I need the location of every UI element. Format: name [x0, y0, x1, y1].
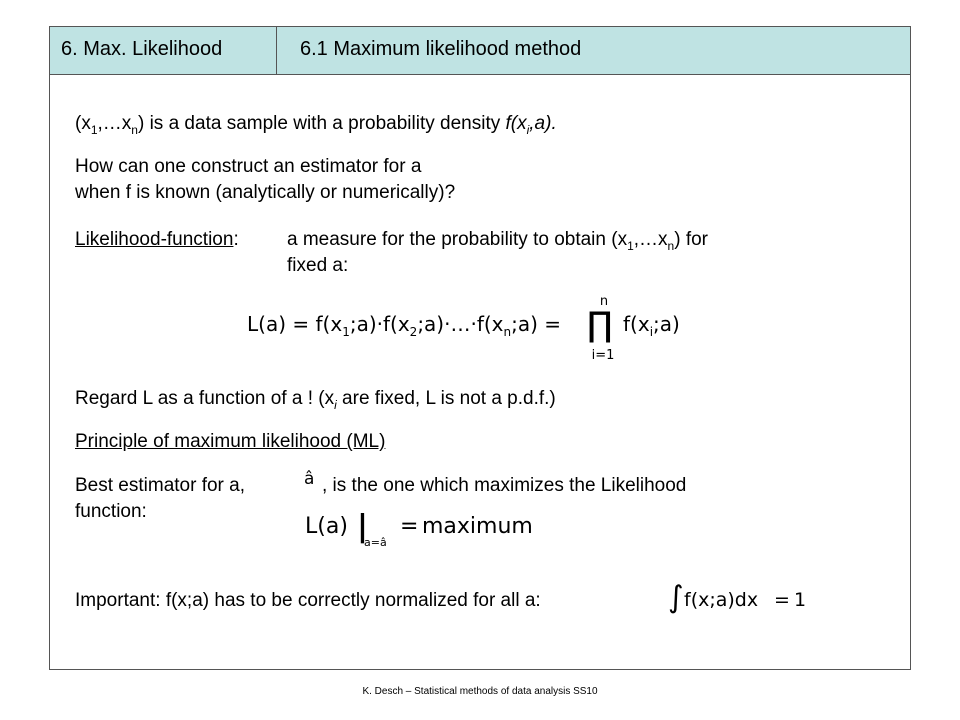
- best-estimator-line-2: function:: [75, 501, 147, 522]
- header-divider: [276, 27, 277, 74]
- question-line-2: when f is known (analytically or numerically)?: [75, 182, 456, 203]
- likelihood-term: Likelihood-function:: [75, 229, 239, 250]
- footer-credit: K. Desch – Statistical methods of data analysis SS10: [362, 686, 598, 697]
- best-estimator-part-1: Best estimator for a,: [75, 475, 246, 496]
- a-hat-symbol: â: [304, 469, 315, 489]
- maximum-formula: L(a) | a=â = maximum: [305, 509, 533, 549]
- best-estimator-part-2: , is the one which maximizes the Likelihood: [322, 475, 687, 496]
- likelihood-formula: $L(a) = f(x_1;a)\cdot f(x_2;a)\cdot\dots\cdot f(x_n;a)$ = n ∏ i=1 $f(x_i;a)$: [247, 294, 680, 363]
- important-note: Important: f(x;a) has to be correctly normalized for all a:: [75, 590, 541, 611]
- regard-sentence: Regard L as a function of a ! ($x_i$ are fixed, L is not a p.d.f.): [75, 388, 556, 412]
- section-title: 6.1 Maximum likelihood method: [300, 38, 582, 60]
- chapter-title: 6. Max. Likelihood: [61, 38, 223, 60]
- slide-header: [50, 27, 910, 75]
- normalization-formula: ∫ f(x;a)dx = 1: [668, 580, 807, 615]
- data-sample-sentence: $(x_1,\dots x_n)$ is a data sample with a probability density $f(x_i,a)$.: [75, 113, 557, 137]
- question-line-1: How can one construct an estimator for a: [75, 156, 422, 177]
- likelihood-definition-line-1: a measure for the probability to obtain $(x_1,\dots x_n)$ for: [287, 229, 709, 253]
- principle-heading: Principle of maximum likelihood (ML): [75, 431, 386, 452]
- likelihood-definition-line-2: fixed a:: [287, 255, 349, 276]
